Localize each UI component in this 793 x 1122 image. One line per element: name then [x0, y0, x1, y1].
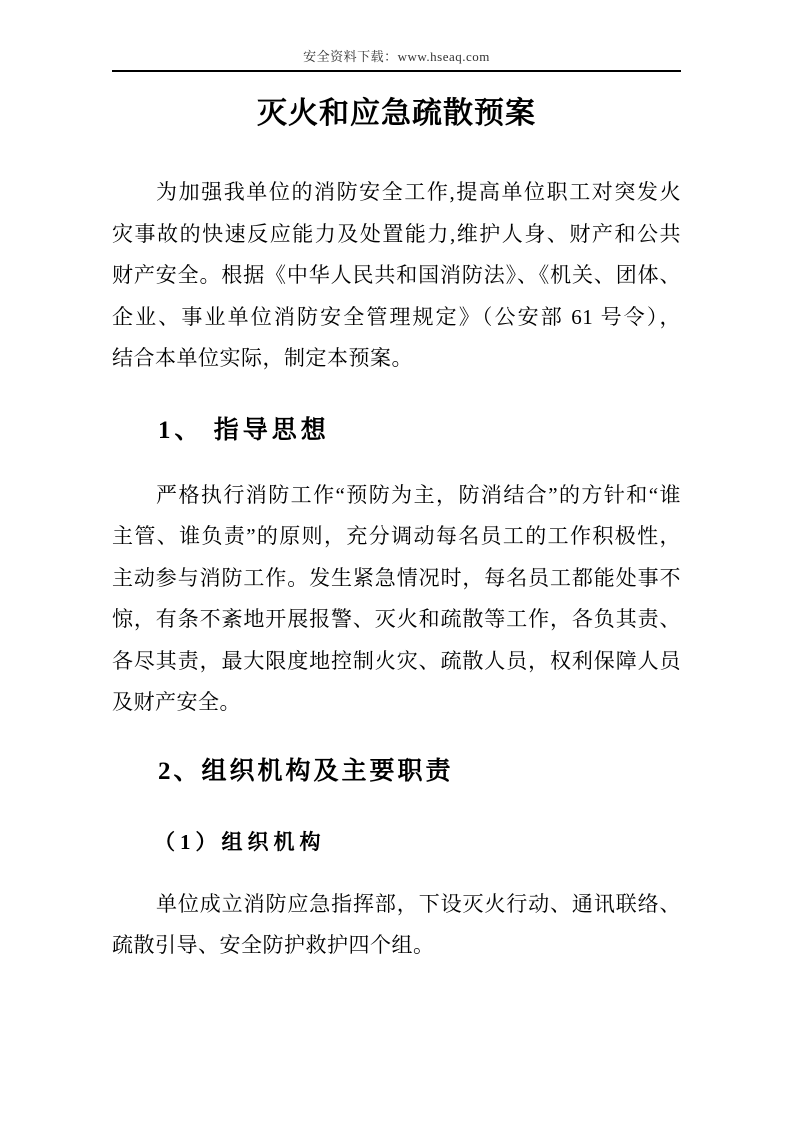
section-1-heading: 1、 指导思想: [158, 416, 330, 444]
intro-paragraph: [112, 172, 681, 380]
section-2-heading: 2、组织机构及主要职责: [158, 757, 454, 785]
paragraph-line: 企业、事业单位消防安全管理规定》（公安部 61 号令），: [112, 304, 681, 329]
paragraph-line: 财产安全。根据《中华人民共和国消防法》、《机关、团体、: [112, 263, 681, 287]
paragraph-line: 疏散引导、安全防护救护四个组。: [112, 933, 435, 957]
section-2-sub-1-paragraph: [112, 884, 681, 967]
paragraph-line: 主管、谁负责”的原则，充分调动每名员工的工作积极性，: [112, 524, 681, 548]
paragraph-line: 单位成立消防应急指挥部，下设灭火行动、通讯联络、: [156, 891, 681, 916]
page-header: [112, 0, 681, 72]
paragraph-line: 主动参与消防工作。发生紧急情况时，每名员工都能处事不: [112, 565, 681, 590]
section-1-paragraph: [112, 475, 681, 724]
paragraph-line: 结合本单位实际，制定本预案。: [112, 346, 413, 370]
paragraph-line: 严格执行消防工作“预防为主，防消结合”的方针和“谁: [156, 482, 681, 507]
section-2-sub-1-heading: （1）组织机构: [154, 829, 326, 854]
paragraph-line: 为加强我单位的消防安全工作,提高单位职工对突发火: [156, 180, 681, 204]
document-title: 灭火和应急疏散预案: [257, 97, 536, 130]
header-site-notice: 安全资料下载：www.hseaq.com: [303, 49, 490, 64]
paragraph-line: 惊，有条不紊地开展报警、灭火和疏散等工作，各负其责、: [112, 607, 681, 631]
paragraph-line: 灾事故的快速反应能力及处置能力,维护人身、财产和公共: [112, 221, 681, 246]
paragraph-line: 各尽其责，最大限度地控制火灾、疏散人员，权利保障人员: [112, 648, 681, 673]
paragraph-line: 及财产安全。: [112, 690, 241, 714]
